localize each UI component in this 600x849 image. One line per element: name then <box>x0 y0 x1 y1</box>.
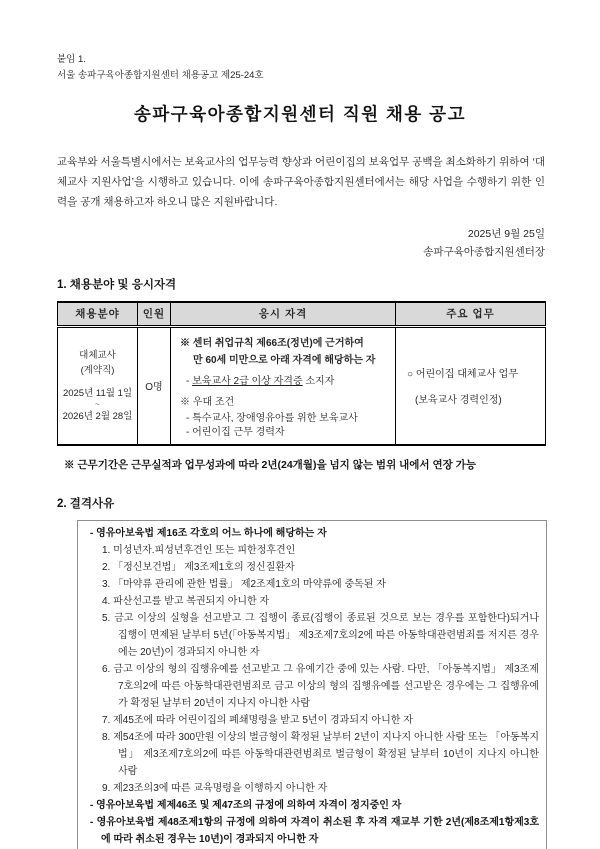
cell-duty <box>396 326 546 445</box>
preference-item: - 특수교사, 장애영유아를 위한 보육교사 <box>186 412 358 424</box>
disqualification-box <box>77 520 547 849</box>
qualification-cert-line <box>180 375 391 389</box>
col-header-count: 인원 <box>138 302 171 326</box>
section1-heading: 1. 채용분야 및 응시자격 <box>57 279 177 291</box>
disqualification-item: - 영유아보육법 제48조제1항의 규정에 의하여 자격이 취소된 후 자격 재교부 기한 2년(제8조제1항제3호에 따라 취소된 경우는 10년)이 경과되지 아니한 자 <box>90 816 539 845</box>
cell-qualification <box>171 326 396 445</box>
section2-heading: 2. 결격사유 <box>57 497 115 510</box>
document-meta <box>0 0 600 84</box>
attachment-label: 붙임 1. <box>57 54 86 65</box>
col-header-duty: 주요 업무 <box>396 302 546 326</box>
period-tilde: ~ <box>95 399 100 409</box>
date-signature-block <box>57 225 545 261</box>
dash-prefix: - <box>186 375 193 387</box>
work-period-note: ※ 근무기간은 근무실적과 업무성과에 따라 2년(24개월)을 넘지 않는 범위 내에서 연장 가능 <box>64 458 476 471</box>
disqualification-item: 1. 미성년자.피성년후견인 또는 피한정후견인 <box>102 544 296 556</box>
disqualification-item: - 영유아보육법 제제46조 및 제47조의 규정에 의하여 자격이 정지중인 자 <box>90 799 402 811</box>
page-title: 송파구육아종합지원센터 직원 채용 공고 <box>134 104 466 124</box>
field-type: (계약직) <box>80 364 115 376</box>
underlined-cert-text: 보육교사 2급 이상 자격증 <box>192 375 303 387</box>
duty-line: ○ 어린이집 대체교사 업무 <box>407 369 518 380</box>
disqualification-item: 2. 「정신보건법」 제3조제1호의 정신질환자 <box>102 561 295 573</box>
disqualification-item: 5. 금고 이상의 실형을 선고받고 그 집행이 종료(집행이 종료된 것으로 보는 경우를 포함한다)되거나 집행이 면제된 날부터 5년(「아동복지법」 제3조제7호의2에 따른 아동학대관련범죄를 저지른 경우에는 20년)이 경과되지 아니한 자 <box>102 612 539 658</box>
period-start: 2025년 11월 1일 <box>62 387 133 399</box>
disqualification-item: 6. 금고 이상의 형의 집행유예를 선고받고 그 유예기간 중에 있는 사람. 다만, 「아동복지법」 제3조제7호의2에 따른 아동학대관련범죄로 금고 이상의 형의 집행유예를 선고받은 경우에는 그 집행유예가 확정된 날부터 20년이 지나지 아니한 사람 <box>102 663 539 709</box>
qualification-line: ※ 센터 취업규칙 제66조(정년)에 근거하여 <box>180 337 364 349</box>
cell-field <box>58 326 138 445</box>
disqualification-item: 8. 제54조에 따라 300만원 이상의 벌금형이 확정된 날부터 2년이 지나지 아니한 사람 또는 「아동복지법」 제3조제7호의2에 따른 아동학대관련범죄로 벌금형이 확정된 날부터 10년이 지나지 아니한 사람 <box>102 731 539 777</box>
table-header-row <box>58 302 546 326</box>
disqualification-item: 3. 「마약류 관리에 관한 법률」 제2조제1호의 마약류에 중독된 자 <box>102 578 386 590</box>
table-row <box>58 326 546 445</box>
signature: 송파구육아종합지원센터장 <box>423 246 545 258</box>
disqualification-item: 7. 제45조에 따라 어린이집의 폐쇄명령을 받고 5년이 경과되지 아니한 자 <box>102 714 413 726</box>
cell-count: O명 <box>138 326 171 445</box>
disqualification-item: - 영유아보육법 제16조 각호의 어느 하나에 해당하는 자 <box>90 527 327 539</box>
disqualification-item: 9. 제23조의3에 따른 교육명령을 이행하지 아니한 자 <box>102 782 328 794</box>
qualification-line: 만 60세 미만으로 아래 자격에 해당하는 자 <box>193 354 376 366</box>
cert-suffix: 소지자 <box>302 375 335 387</box>
notice-number: 서울 송파구육아종합지원센터 채용공고 제25-24호 <box>57 70 264 81</box>
intro-paragraph: 교육부와 서울특별시에서는 보육교사의 업무능력 향상과 어린이집의 보육업무 공백을 최소화하기 위하여 ‘대체교사 지원사업’을 시행하고 있습니다. 이에 송파구육아종합지원센터에서는 해당 사업을 수행하기 위한 인력을 공개 채용하고자 하오니 많은 지원바랍니다. <box>57 156 545 208</box>
disqualification-item: 4. 파산선고를 받고 복권되지 아니한 자 <box>102 595 270 607</box>
duty-line: (보육교사 경력인정) <box>415 395 502 406</box>
field-name: 대체교사 <box>79 349 116 361</box>
recruitment-table <box>57 301 546 446</box>
preference-item: - 어린이집 근무 경력자 <box>186 426 285 438</box>
col-header-qualification: 응시 자격 <box>171 302 396 326</box>
col-header-field: 채용분야 <box>58 302 138 326</box>
preference-heading: ※ 우대 조건 <box>180 396 235 408</box>
announcement-date: 2025년 9월 25일 <box>467 228 545 240</box>
period-end: 2026년 2월 28일 <box>62 410 133 422</box>
